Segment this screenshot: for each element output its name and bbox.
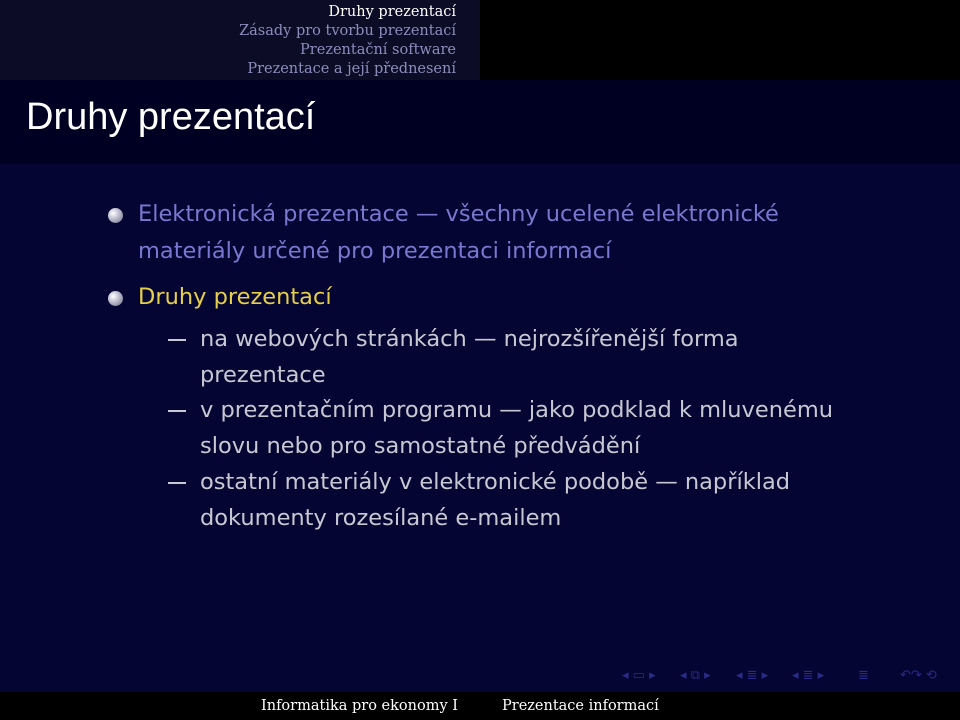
subitem-text-continued: prezentace	[200, 362, 326, 388]
dash-icon	[168, 339, 186, 341]
footer-right-box	[480, 692, 960, 720]
nav-section-item[interactable]: Zásady pro tvorbu prezentací	[239, 23, 456, 39]
bullet-text-highlighted: Druhy prezentací	[138, 284, 332, 310]
section-nav-icon-2[interactable]: ◂ ≣ ▸	[792, 668, 825, 683]
nav-section-item[interactable]: Prezentační software	[300, 42, 456, 58]
dash-icon	[168, 410, 186, 412]
frame-title: Druhy prezentací	[26, 96, 316, 138]
subitem-text: na webových stránkách — nejrozšířenější forma	[200, 326, 739, 352]
subitem-text-continued: slovu nebo pro samostatné předvádění	[200, 433, 641, 459]
bullet-text-continued: materiály určené pro prezentaci informací	[138, 238, 612, 264]
bullet-text: Elektronická prezentace — všechny ucelené elektronické	[138, 201, 779, 227]
bullet-ball-icon	[108, 208, 123, 223]
subitem-text: v prezentačním programu — jako podklad k mluvenému	[200, 397, 833, 423]
bullet-ball-icon	[108, 291, 123, 306]
footer-topic-title: Prezentace informací	[502, 698, 659, 714]
subitem-text-continued: dokumenty rozesílané e-mailem	[200, 505, 562, 531]
footline	[0, 692, 960, 720]
subitem-text: ostatní materiály v elektronické podobě — například	[200, 469, 791, 495]
dash-icon	[168, 482, 186, 484]
nav-section-current[interactable]: Druhy prezentací	[328, 4, 456, 20]
section-nav-icon[interactable]: ◂ ≣ ▸	[736, 668, 769, 683]
presentation-nav-icon[interactable]: ≣	[858, 668, 869, 683]
frame-nav-icon[interactable]: ◂ ▭ ▸	[622, 668, 656, 683]
nav-section-item[interactable]: Prezentace a její přednesení	[247, 61, 456, 77]
subsection-nav-icon[interactable]: ◂ ⧉ ▸	[680, 668, 711, 683]
search-nav-icon[interactable]: ↶↷ ⟲	[900, 668, 937, 683]
footer-left-box	[0, 692, 480, 720]
footer-course-title: Informatika pro ekonomy I	[261, 698, 458, 714]
